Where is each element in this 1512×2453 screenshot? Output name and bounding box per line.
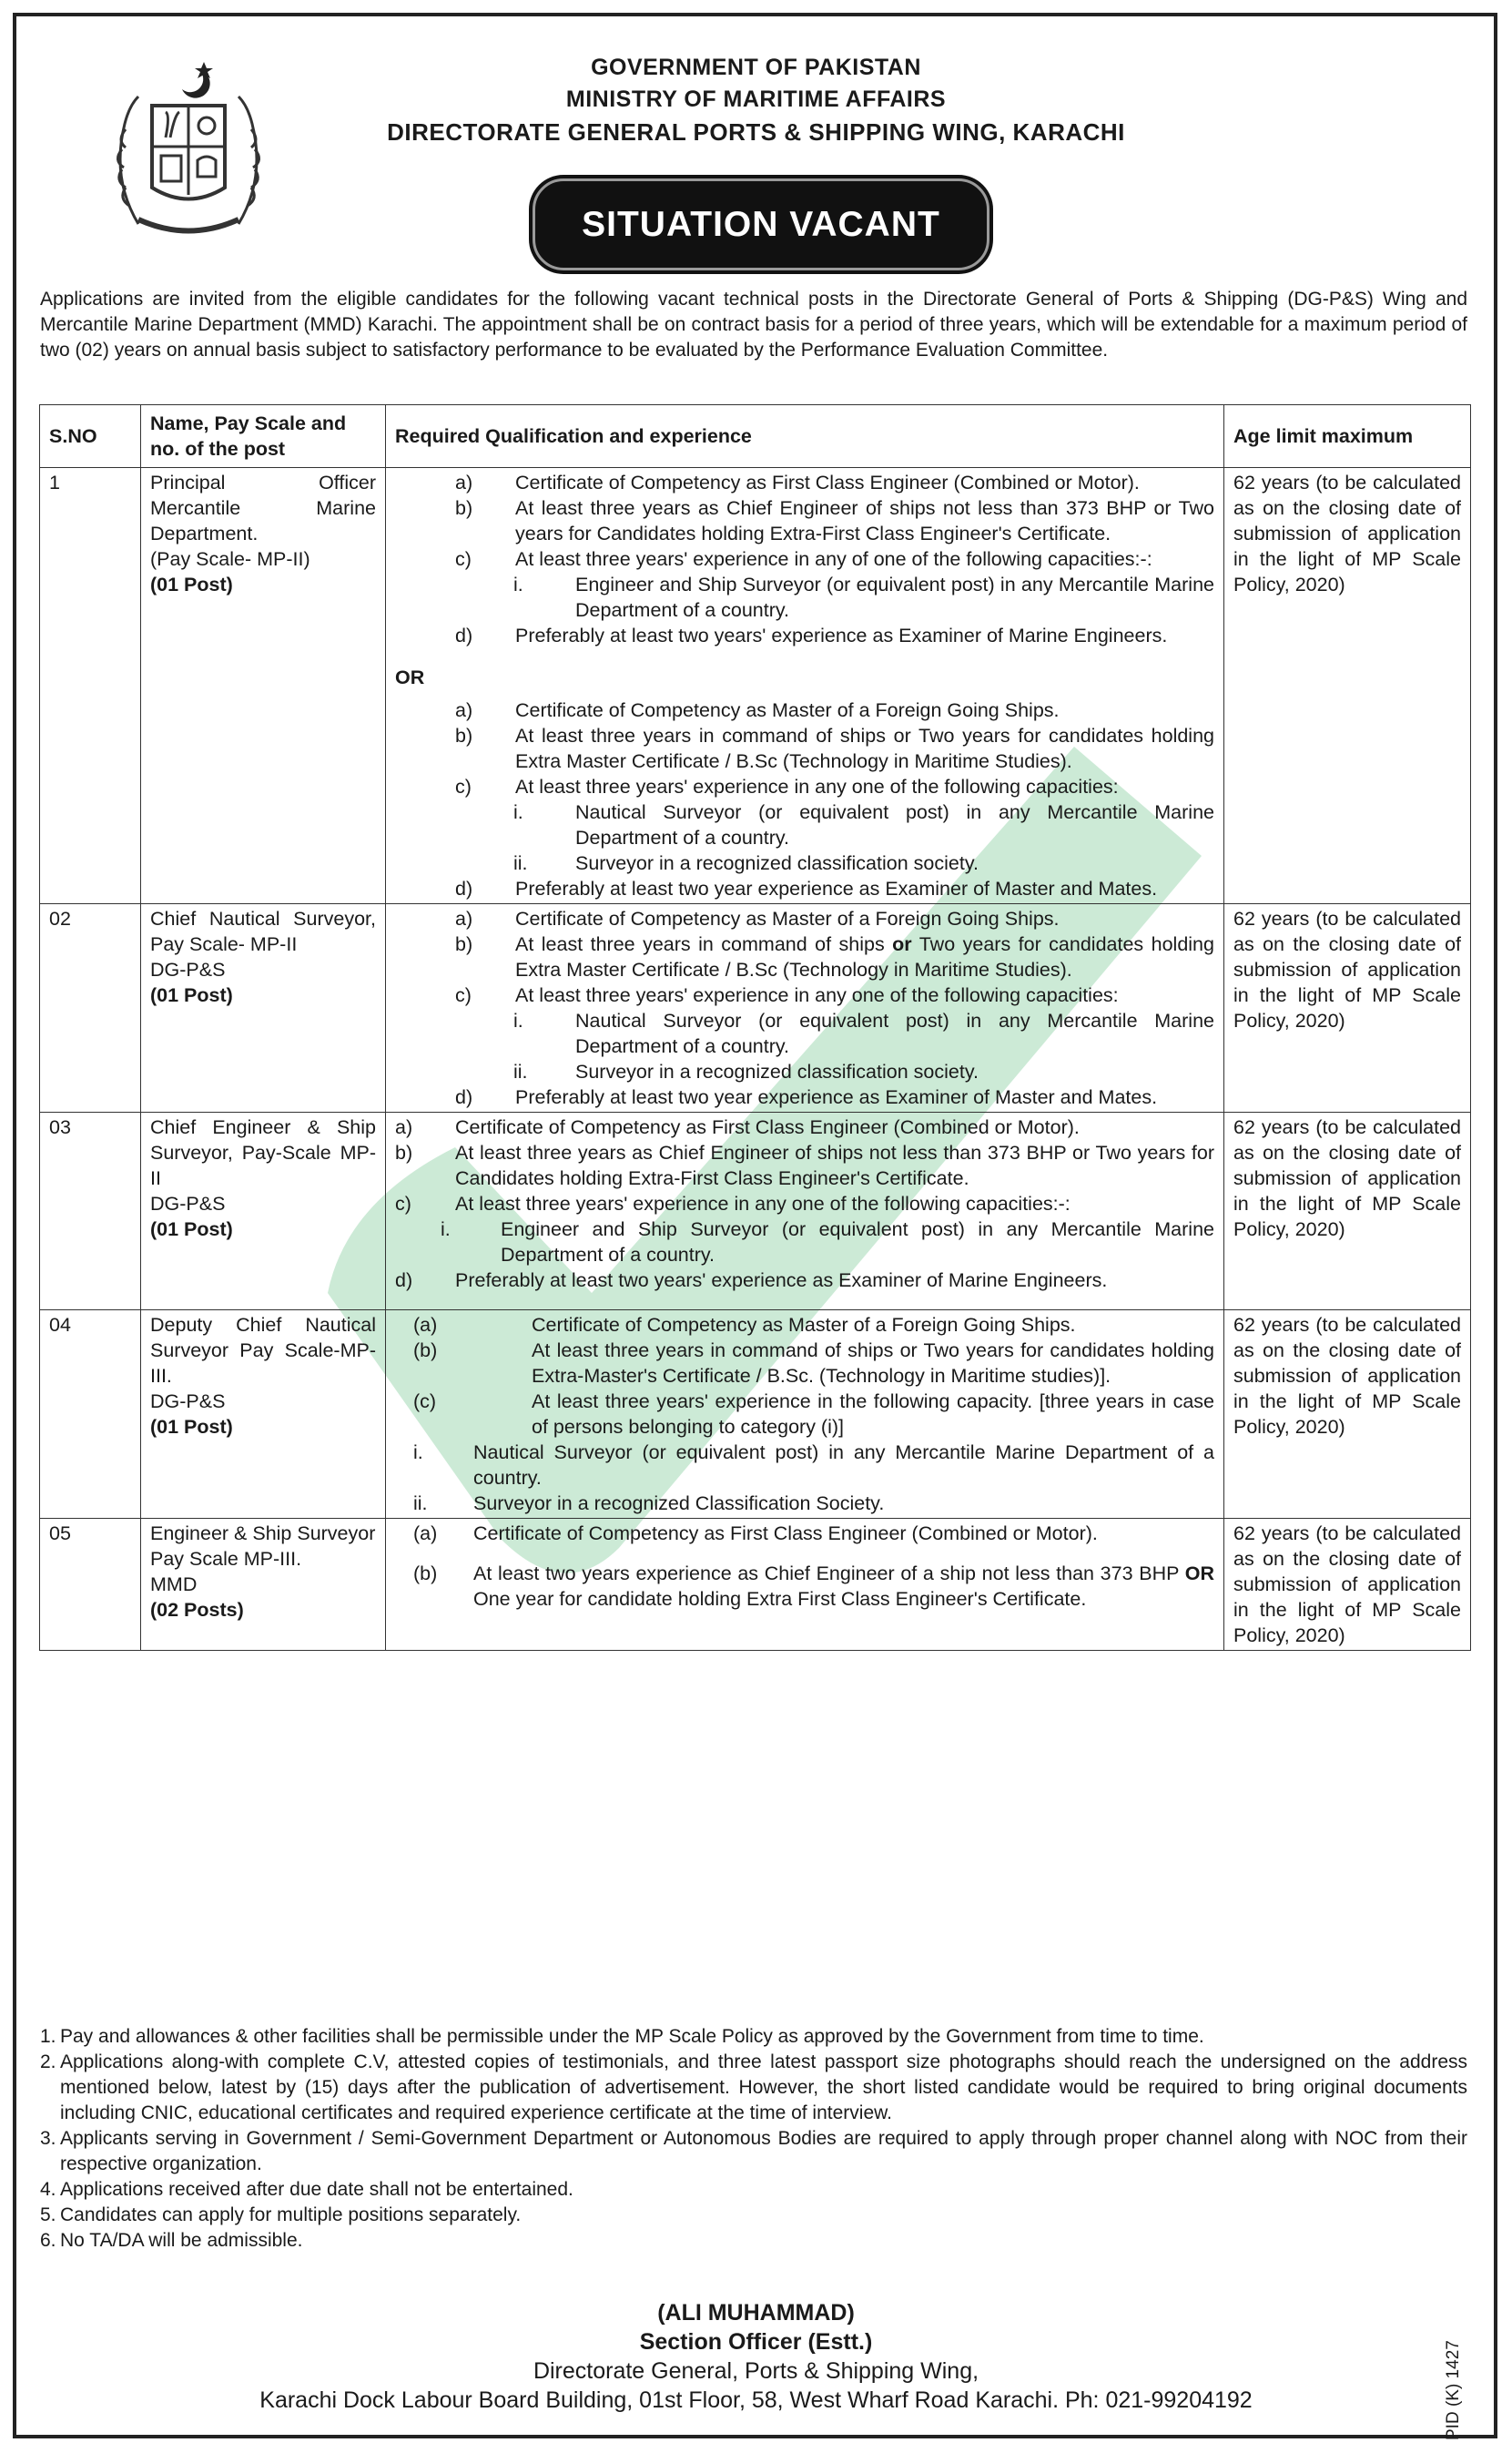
- post-count: (01 Post): [150, 574, 233, 595]
- state-emblem-icon: [102, 51, 275, 242]
- row-qualification: [386, 904, 1224, 1113]
- post-title: Principal Officer Mercantile Marine Department.: [150, 472, 376, 545]
- row-age: 62 years (to be calculated as on the closing date of submission of application in the light of MP Scale Policy, 2020): [1224, 904, 1471, 1113]
- qual-item: b) At least three years as Chief Engineer of ships not less than 373 BHP or Two years for Candidates holding Extra-First Class Engineer's Certificate.: [395, 1142, 1214, 1189]
- qual-item: d) Preferably at least two year experience as Examiner of Master and Mates.: [455, 878, 1158, 900]
- row-qualification: [386, 1310, 1224, 1519]
- qual-subitem: ii. Surveyor in a recognized Classification Society.: [413, 1492, 885, 1514]
- qual-item: c) At least three years' experience in any one of the following capacities:: [455, 984, 1119, 1006]
- pay-scale: (Pay Scale- MP-II): [150, 548, 310, 570]
- qual-item: d) Preferably at least two year experience as Examiner of Master and Mates.: [455, 1086, 1158, 1108]
- table-row: [40, 904, 1471, 1113]
- row-sno: 03: [40, 1113, 141, 1310]
- signatory-office: Directorate General, Ports & Shipping Wing,: [533, 2358, 979, 2384]
- qual-subitem: i. Engineer and Ship Surveyor (or equivalent post) in any Mercantile Marine Department of a country.: [513, 574, 1214, 621]
- col-name: Name, Pay Scale and no. of the post: [141, 405, 386, 468]
- table-row: [40, 1310, 1471, 1519]
- qual-item: (c) At least three years' experience in the following capacity. [three years in case of persons belonging to category (i)]: [413, 1390, 1214, 1438]
- signatory-designation: Section Officer (Estt.): [639, 2329, 873, 2355]
- qual-item: a) Certificate of Competency as First Class Engineer (Combined or Motor).: [455, 472, 1140, 494]
- qual-item: (b) At least two years experience as Chief Engineer of a ship not less than 373 BHP OR One year for candidate holding Extra First Class Engineer's Certificate.: [413, 1562, 1214, 1610]
- row-name: [141, 904, 386, 1113]
- intro-paragraph: Applications are invited from the eligible candidates for the following vacant technical posts in the Directorate General of Ports & Shipping (DG-P&S) Wing and Mercantile Marine Department (MMD) Karachi. The appointment shall be on contract basis for a period of three years, which will be extendable for a maximum period of two (02) years on annual basis subject to satisfactory performance to be evaluated by the Performance Evaluation Committee.: [40, 289, 1467, 361]
- qual-subitem: i. Nautical Surveyor (or equivalent post) in any Mercantile Marine Department of a country.: [513, 801, 1214, 849]
- wing: DG-P&S: [150, 959, 226, 981]
- table-header-row: [40, 405, 1471, 468]
- list-item: 4. Applications received after due date shall not be entertained.: [40, 2179, 573, 2200]
- qual-subitem: i. Nautical Surveyor (or equivalent post) in any Mercantile Marine Department of a country.: [513, 1010, 1214, 1057]
- post-title: Chief Engineer & Ship Surveyor, Pay-Scale MP-II: [150, 1116, 376, 1189]
- row-name: [141, 1310, 386, 1519]
- post-count: (01 Post): [150, 1416, 233, 1438]
- pay-scale: Pay Scale MP-III.: [150, 1548, 302, 1570]
- row-name: [141, 1519, 386, 1651]
- list-item: 5. Candidates can apply for multiple positions separately.: [40, 2204, 522, 2225]
- qual-item: c) At least three years' experience in any one of the following capacities:-:: [395, 1193, 1071, 1215]
- row-name: [141, 468, 386, 904]
- row-sno: 05: [40, 1519, 141, 1651]
- header-directorate: DIRECTORATE GENERAL PORTS & SHIPPING WING, KARACHI: [387, 118, 1125, 146]
- qual-item: c) At least three years' experience in any of one of the following capacities:-:: [455, 548, 1152, 570]
- list-item: 1. Pay and allowances & other facilities shall be permissible under the MP Scale Policy as approved by the Government from time to time.: [40, 2026, 1204, 2047]
- qual-item: b) At least three years in command of ships or Two years for candidates holding Extra Master Certificate / B.Sc (Technology in Maritime Studies).: [455, 933, 1214, 981]
- table-row: [40, 1113, 1471, 1310]
- post-count: (01 Post): [150, 984, 233, 1006]
- qual-item: b) At least three years in command of ships or Two years for candidates holding Extra Master Certificate / B.Sc (Technology in Maritime Studies).: [455, 725, 1214, 772]
- row-qualification: [386, 1519, 1224, 1651]
- wing: MMD: [150, 1573, 198, 1595]
- qual-subitem: ii. Surveyor in a recognized classification society.: [513, 852, 979, 874]
- post-title: Engineer & Ship Surveyor: [150, 1522, 376, 1544]
- vacancies-table: [39, 404, 1471, 1651]
- post-title: Chief Nautical Surveyor, Pay Scale- MP-II: [150, 908, 376, 955]
- col-qualification: Required Qualification and experience: [386, 405, 1224, 468]
- qual-item: a) Certificate of Competency as Master of a Foreign Going Ships.: [455, 908, 1060, 930]
- qual-item: (a) Certificate of Competency as First Class Engineer (Combined or Motor).: [413, 1522, 1098, 1544]
- qual-item: d) Preferably at least two years' experience as Examiner of Marine Engineers.: [395, 1269, 1108, 1291]
- row-name: [141, 1113, 386, 1310]
- qual-item: c) At least three years' experience in any one of the following capacities:: [455, 776, 1119, 798]
- qual-subitem: ii. Surveyor in a recognized classification society.: [513, 1061, 979, 1083]
- header-government: GOVERNMENT OF PAKISTAN: [591, 55, 921, 80]
- qual-subitem: i. Engineer and Ship Surveyor (or equivalent post) in any Mercantile Marine Department of a country.: [441, 1218, 1214, 1266]
- list-item: 2. Applications along-with complete C.V, attested copies of testimonials, and three latest passport size photographs should reach the undersigned on the address mentioned below, latest by (15) days after the publication of advertisement. However, the short listed candidate would be required to bring original documents including CNIC, educational certificates and required experience certificate at the time of interview.: [40, 2051, 1467, 2123]
- row-qualification: [386, 468, 1224, 904]
- row-age: 62 years (to be calculated as on the closing date of submission of application in the light of MP Scale Policy, 2020): [1224, 468, 1471, 904]
- col-sno: S.NO: [40, 405, 141, 468]
- wing: DG-P&S: [150, 1193, 226, 1215]
- post-count: (02 Posts): [150, 1599, 244, 1621]
- row-qualification: [386, 1113, 1224, 1310]
- qual-item: a) Certificate of Competency as Master of a Foreign Going Ships.: [455, 699, 1060, 721]
- row-sno: 1: [40, 468, 141, 904]
- qual-item: d) Preferably at least two years' experience as Examiner of Marine Engineers.: [455, 625, 1168, 646]
- or-separator: OR: [395, 667, 425, 688]
- post-title: Deputy Chief Nautical Surveyor Pay Scale-MP-III.: [150, 1314, 376, 1387]
- list-item: 6. No TA/DA will be admissible.: [40, 2230, 303, 2251]
- wing: DG-P&S: [150, 1390, 226, 1412]
- row-sno: 04: [40, 1310, 141, 1519]
- row-sno: 02: [40, 904, 141, 1113]
- qual-item: b) At least three years as Chief Engineer of ships not less than 373 BHP or Two years for Candidates holding Extra-First Class Engineer's Certificate.: [455, 497, 1214, 545]
- pid-number: PID (K) 1427: [1444, 2340, 1463, 2440]
- row-age: 62 years (to be calculated as on the closing date of submission of application in the light of MP Scale Policy, 2020): [1224, 1519, 1471, 1651]
- signatory-name: (ALI MUHAMMAD): [657, 2300, 855, 2326]
- col-age: Age limit maximum: [1224, 405, 1471, 468]
- header-ministry: MINISTRY OF MARITIME AFFAIRS: [565, 87, 947, 112]
- qual-item: (b) At least three years in command of ships or Two years for candidates holding Extra-Master's Certificate / B.Sc. (Technology in Maritime studies)].: [413, 1339, 1214, 1387]
- row-age: 62 years (to be calculated as on the closing date of submission of application in the light of MP Scale Policy, 2020): [1224, 1113, 1471, 1310]
- table-row: [40, 468, 1471, 904]
- situation-vacant-banner: [533, 178, 989, 270]
- post-count: (01 Post): [150, 1218, 233, 1240]
- list-item: 3. Applicants serving in Government / Semi-Government Department or Autonomous Bodies are required to apply through proper channel along with NOC from their respective organization.: [40, 2128, 1467, 2174]
- row-age: 62 years (to be calculated as on the closing date of submission of application in the light of MP Scale Policy, 2020): [1224, 1310, 1471, 1519]
- signatory-address: Karachi Dock Labour Board Building, 01st Floor, 58, West Wharf Road Karachi. Ph: 021-99204192: [259, 2387, 1253, 2413]
- notes-list: [40, 2024, 1467, 2254]
- table-row: [40, 1519, 1471, 1651]
- qual-subitem: i. Nautical Surveyor (or equivalent post) in any Mercantile Marine Department of a country.: [413, 1441, 1214, 1489]
- banner-text: SITUATION VACANT: [582, 204, 940, 244]
- qual-item: (a) Certificate of Competency as Master of a Foreign Going Ships.: [413, 1314, 1076, 1336]
- qual-item: a) Certificate of Competency as First Class Engineer (Combined or Motor).: [395, 1116, 1080, 1138]
